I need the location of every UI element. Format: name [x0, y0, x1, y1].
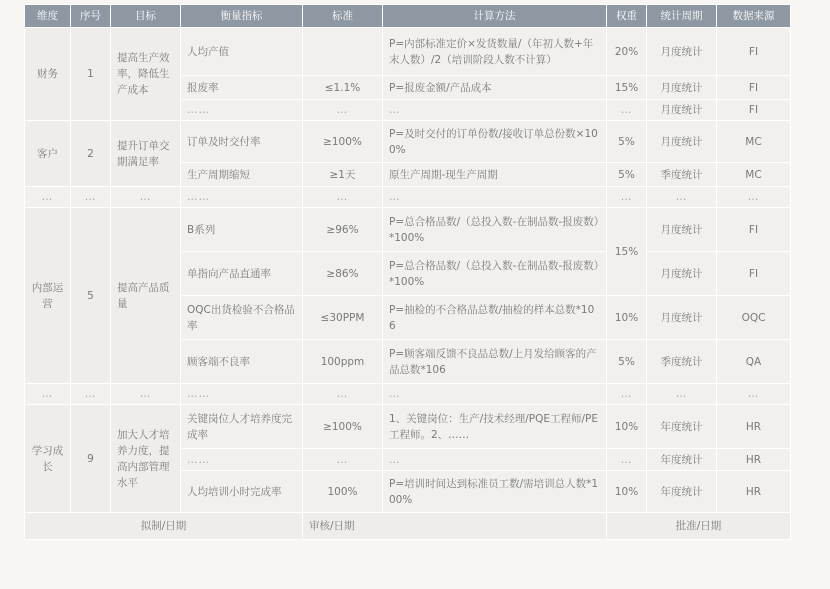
header-dimension: 维度	[25, 5, 71, 28]
number-cell: …	[71, 384, 111, 405]
header-period: 统计周期	[647, 5, 717, 28]
goal-cell: 提高产品质量	[111, 208, 181, 384]
method-cell: P=及时交付的订单份数/接收订单总份数×100%	[383, 121, 607, 163]
method-cell: P=总合格品数/（总投入数-在制品数-报废数）*100%	[383, 208, 607, 252]
table-row	[25, 121, 791, 163]
standard-cell: ≤30PPM	[303, 296, 383, 340]
source-cell: MC	[717, 121, 791, 163]
indicator-cell: B系列	[181, 208, 303, 252]
weight-cell: 20%	[607, 28, 647, 76]
method-cell: …	[383, 384, 607, 405]
dimension-cell: 学习成长	[25, 405, 71, 513]
source-cell: OQC	[717, 296, 791, 340]
source-cell: HR	[717, 405, 791, 449]
source-cell: HR	[717, 449, 791, 471]
indicator-cell: ……	[181, 449, 303, 471]
standard-cell: ≤1.1%	[303, 76, 383, 100]
table-row	[25, 405, 791, 449]
period-cell: 月度统计	[647, 28, 717, 76]
weight-cell: …	[607, 384, 647, 405]
indicator-cell: 报废率	[181, 76, 303, 100]
table-row	[25, 187, 791, 208]
method-cell: P=报废金额/产品成本	[383, 76, 607, 100]
weight-cell: 15%	[607, 76, 647, 100]
indicator-cell: 订单及时交付率	[181, 121, 303, 163]
weight-cell: …	[607, 449, 647, 471]
source-cell: HR	[717, 471, 791, 513]
standard-cell: ≥100%	[303, 405, 383, 449]
method-cell: …	[383, 187, 607, 208]
period-cell: 年度统计	[647, 449, 717, 471]
approved-by-cell: 批准/日期	[607, 513, 791, 540]
method-cell: 1、关键岗位：生产/技术经理/PQE工程师/PE工程师。2、……	[383, 405, 607, 449]
dimension-cell: 财务	[25, 28, 71, 121]
standard-cell: ≥86%	[303, 252, 383, 296]
signature-row	[25, 513, 791, 540]
indicator-cell: 人均培训小时完成率	[181, 471, 303, 513]
weight-cell: …	[607, 187, 647, 208]
source-cell: …	[717, 187, 791, 208]
method-cell: P=抽检的不合格品总数/抽检的样本总数*106	[383, 296, 607, 340]
source-cell: FI	[717, 28, 791, 76]
weight-cell: 5%	[607, 163, 647, 187]
method-cell: P=顾客端反馈不良品总数/上月发给顾客的产品总数*106	[383, 340, 607, 384]
header-method: 计算方法	[383, 5, 607, 28]
reviewed-by-cell: 审核/日期	[303, 513, 607, 540]
standard-cell: …	[303, 449, 383, 471]
number-cell: 2	[71, 121, 111, 187]
method-cell: 原生产周期-现生产周期	[383, 163, 607, 187]
source-cell: FI	[717, 208, 791, 252]
source-cell: MC	[717, 163, 791, 187]
period-cell: …	[647, 187, 717, 208]
weight-cell: …	[607, 100, 647, 121]
method-cell: P=总合格品数/（总投入数-在制品数-报废数）*100%	[383, 252, 607, 296]
period-cell: 季度统计	[647, 340, 717, 384]
header-weight: 权重	[607, 5, 647, 28]
weight-cell: 15%	[607, 208, 647, 296]
standard-cell: 100%	[303, 471, 383, 513]
period-cell: 季度统计	[647, 163, 717, 187]
weight-cell: 10%	[607, 296, 647, 340]
period-cell: 年度统计	[647, 405, 717, 449]
goal-cell: 加大人才培养力度，提高内部管理水平	[111, 405, 181, 513]
number-cell: 9	[71, 405, 111, 513]
method-cell: P=培训时间达到标准员工数/需培训总人数*100%	[383, 471, 607, 513]
source-cell: …	[717, 384, 791, 405]
weight-cell: 10%	[607, 471, 647, 513]
table-row	[25, 384, 791, 405]
period-cell: 月度统计	[647, 296, 717, 340]
header-goal: 目标	[111, 5, 181, 28]
indicator-cell: 生产周期缩短	[181, 163, 303, 187]
source-cell: FI	[717, 76, 791, 100]
prepared-by-cell: 拟制/日期	[25, 513, 303, 540]
header-row	[25, 5, 791, 28]
period-cell: 月度统计	[647, 76, 717, 100]
header-source: 数据来源	[717, 5, 791, 28]
number-cell: 5	[71, 208, 111, 384]
method-cell: P=内部标准定价×发货数量/（年初人数+年末人数）/2（培训阶段人数不计算）	[383, 28, 607, 76]
goal-cell: 提高生产效率，降低生产成本	[111, 28, 181, 121]
period-cell: 月度统计	[647, 100, 717, 121]
standard-cell	[303, 28, 383, 76]
standard-cell: 100ppm	[303, 340, 383, 384]
goal-cell: 提升订单交期满足率	[111, 121, 181, 187]
period-cell: 年度统计	[647, 471, 717, 513]
standard-cell: ≥100%	[303, 121, 383, 163]
weight-cell: 5%	[607, 340, 647, 384]
standard-cell: …	[303, 100, 383, 121]
weight-cell: 10%	[607, 405, 647, 449]
goal-cell: …	[111, 384, 181, 405]
source-cell: FI	[717, 100, 791, 121]
indicator-cell: 关键岗位人才培养度完成率	[181, 405, 303, 449]
weight-cell: 5%	[607, 121, 647, 163]
goal-cell: …	[111, 187, 181, 208]
indicator-cell: 人均产值	[181, 28, 303, 76]
dimension-cell: …	[25, 384, 71, 405]
kpi-table	[24, 4, 791, 540]
header-indicator: 衡量指标	[181, 5, 303, 28]
table-row	[25, 208, 791, 252]
period-cell: 月度统计	[647, 252, 717, 296]
header-standard: 标准	[303, 5, 383, 28]
period-cell: 月度统计	[647, 121, 717, 163]
indicator-cell: 顾客端不良率	[181, 340, 303, 384]
table-row	[25, 28, 791, 76]
standard-cell: …	[303, 187, 383, 208]
indicator-cell: ……	[181, 384, 303, 405]
header-no: 序号	[71, 5, 111, 28]
period-cell: 月度统计	[647, 208, 717, 252]
method-cell: …	[383, 449, 607, 471]
period-cell: …	[647, 384, 717, 405]
source-cell: FI	[717, 252, 791, 296]
standard-cell: …	[303, 384, 383, 405]
indicator-cell: OQC出货检验不合格品率	[181, 296, 303, 340]
indicator-cell: ……	[181, 100, 303, 121]
dimension-cell: 内部运营	[25, 208, 71, 384]
standard-cell: ≥96%	[303, 208, 383, 252]
indicator-cell: ……	[181, 187, 303, 208]
dimension-cell: 客户	[25, 121, 71, 187]
standard-cell: ≥1天	[303, 163, 383, 187]
method-cell: …	[383, 100, 607, 121]
dimension-cell: …	[25, 187, 71, 208]
number-cell: …	[71, 187, 111, 208]
number-cell: 1	[71, 28, 111, 121]
source-cell: QA	[717, 340, 791, 384]
indicator-cell: 单指向产品直通率	[181, 252, 303, 296]
